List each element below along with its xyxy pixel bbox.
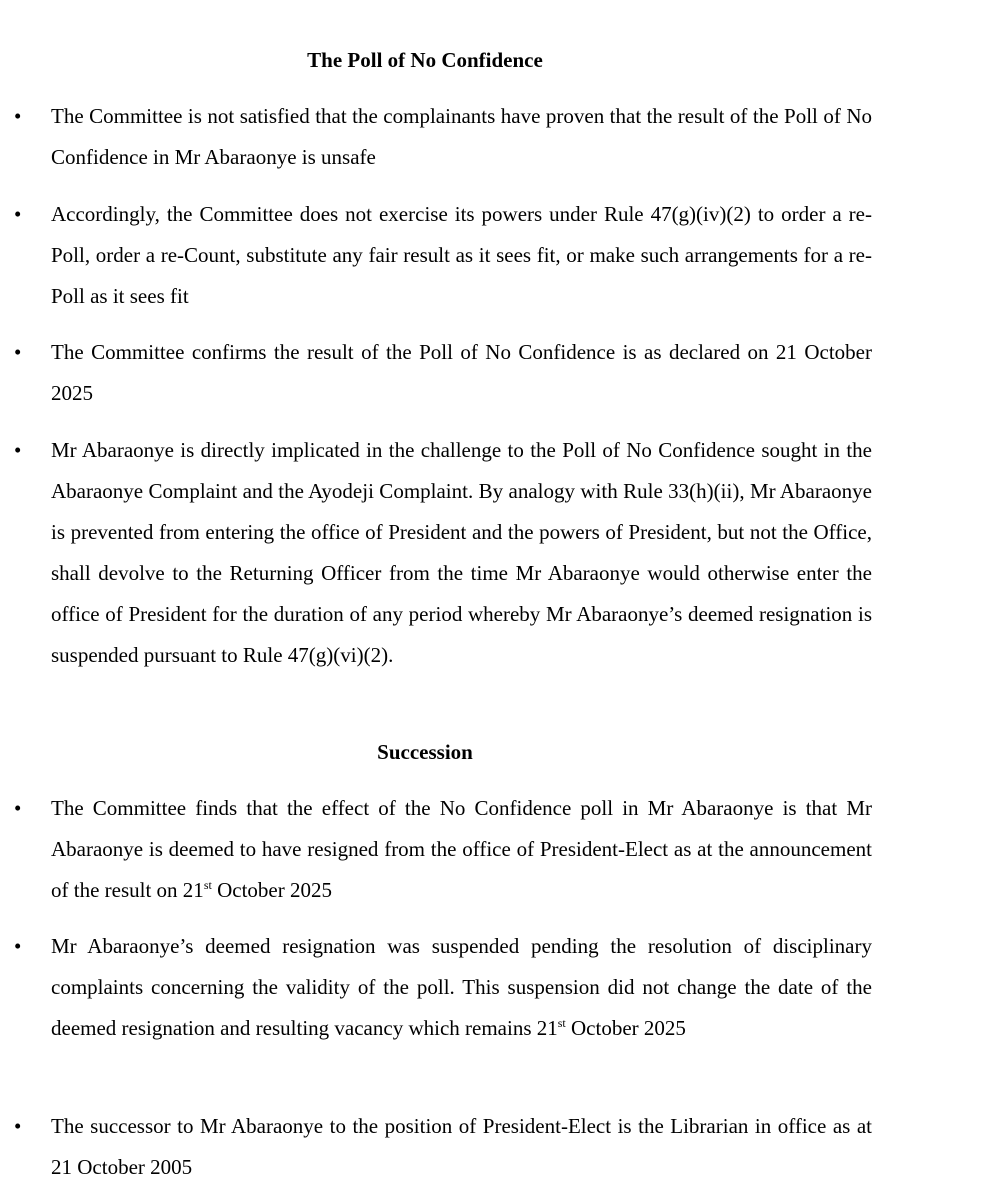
bullet: • xyxy=(14,438,22,462)
bullet: • xyxy=(14,1114,22,1138)
bullet: • xyxy=(14,340,22,364)
paragraph-text: October 2025 xyxy=(211,878,332,902)
paragraph-text: Mr Abaraonye’s deemed resignation was suspended pending the resolution of disciplinary complaints concerning the validity of the poll. This suspension did not change the date of the deemed resignation and resulting vacancy which remains 21 xyxy=(51,934,872,1040)
bullet: • xyxy=(14,202,22,226)
paragraph-text: The Committee finds that the effect of the No Confidence poll in Mr Abaraonye is that Mr Abaraonye is deemed to have resigned from the office of President-Elect as at the announcement of the result on 21 xyxy=(51,796,872,902)
ordinal-suffix: st xyxy=(203,878,212,892)
paragraph-committee-confirms-result: The Committee confirms the result of the Poll of No Confidence is as declared on 21 October 2025 xyxy=(51,340,872,405)
paragraph-committee-finds-effect xyxy=(51,788,872,911)
paragraph-successor-librarian: The successor to Mr Abaraonye to the position of President-Elect is the Librarian in office as at 21 October 2005 xyxy=(51,1114,872,1179)
ordinal-suffix: st xyxy=(557,1016,566,1030)
paragraph-text: October 2025 xyxy=(565,1016,686,1040)
paragraph-accordingly-no-powers: Accordingly, the Committee does not exercise its powers under Rule 47(g)(iv)(2) to order a re-Poll, order a re-Count, substitute any fair result as it sees fit, or make such arrangements for a re-Poll as it sees fit xyxy=(51,202,872,308)
bullet: • xyxy=(14,104,22,128)
section-heading-poll-of-no-confidence: The Poll of No Confidence xyxy=(307,48,543,72)
bullet: • xyxy=(14,934,22,958)
paragraph-committee-not-satisfied: The Committee is not satisfied that the complainants have proven that the result of the Poll of No Confidence in Mr Abaraonye is unsafe xyxy=(51,104,872,169)
bullet: • xyxy=(14,796,22,820)
paragraph-abaraonye-implicated: Mr Abaraonye is directly implicated in the challenge to the Poll of No Confidence sought in the Abaraonye Complaint and the Ayodeji Complaint. By analogy with Rule 33(h)(ii), Mr Abaraonye is prevented from entering the office of President and the powers of President, but not the Office, shall devolve to the Returning Officer from the time Mr Abaraonye would otherwise enter the office of President for the duration of any period whereby Mr Abaraonye’s deemed resignation is suspended pursuant to Rule 47(g)(vi)(2). xyxy=(51,438,872,667)
section-heading-succession: Succession xyxy=(377,740,473,764)
paragraph-deemed-resignation-suspended xyxy=(51,926,872,1049)
